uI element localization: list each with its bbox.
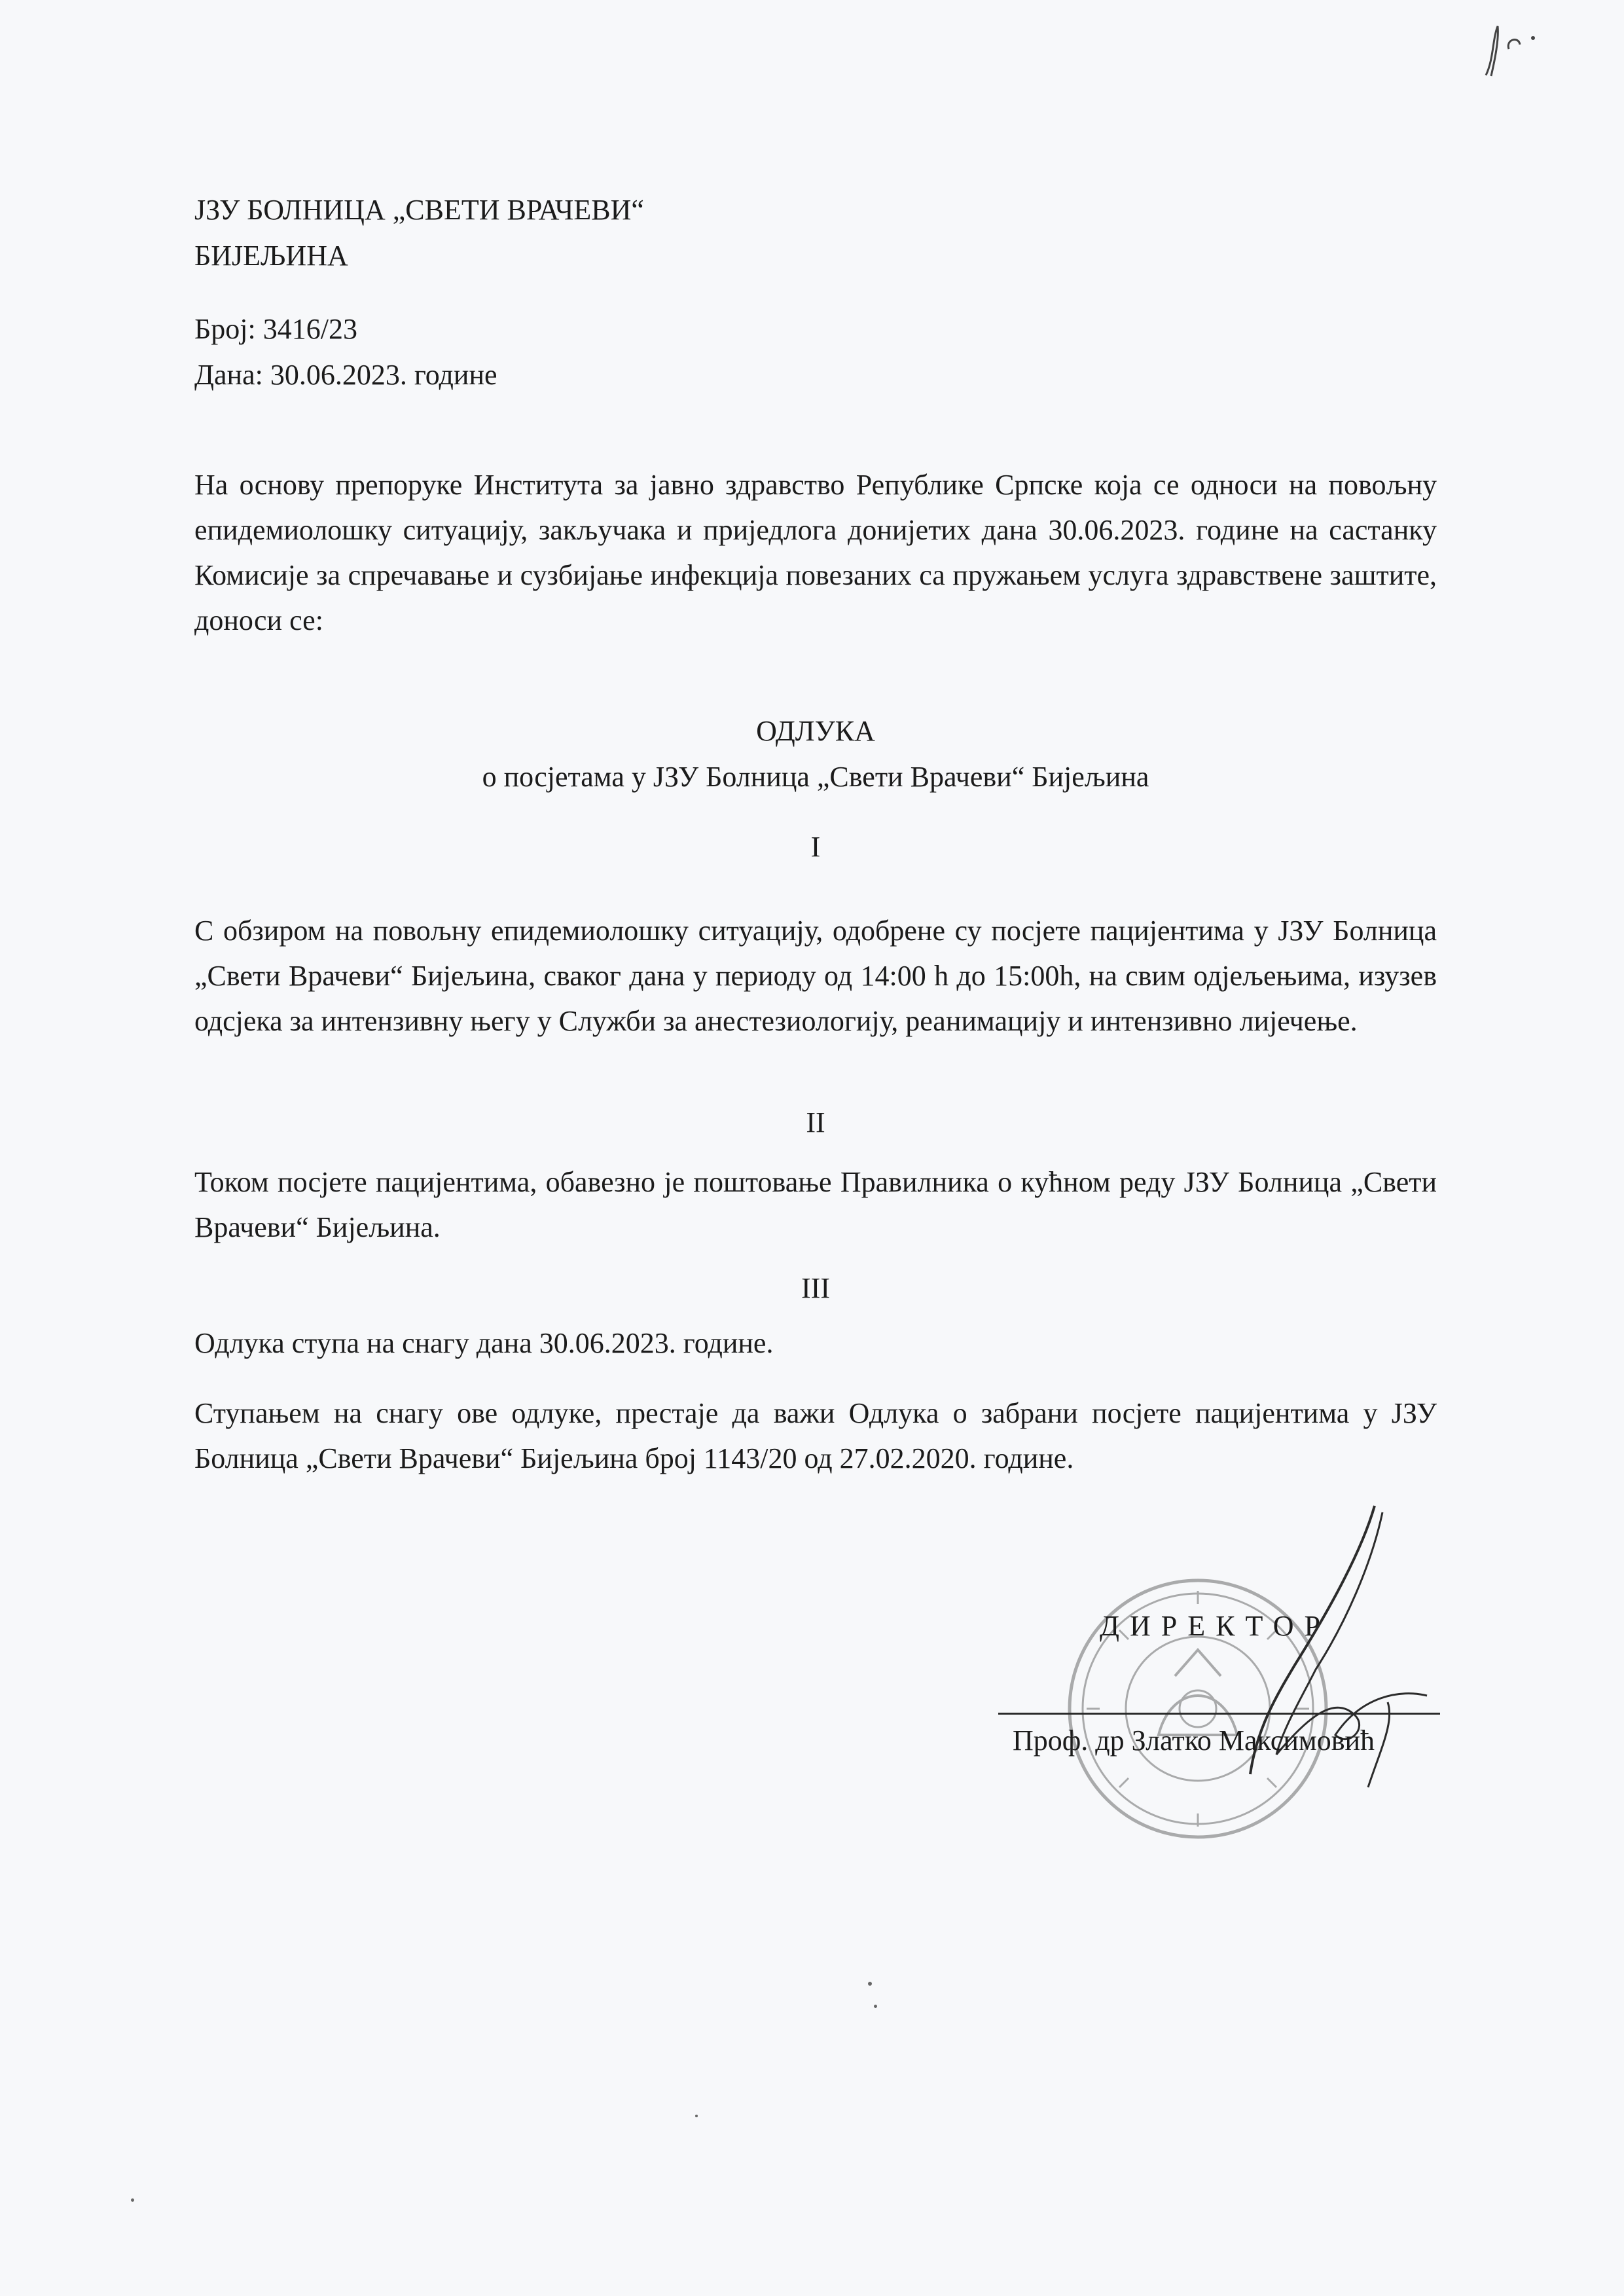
institution-name: ЈЗУ БОЛНИЦА „СВЕТИ ВРАЧЕВИ“ [194, 194, 644, 226]
scan-speck [131, 2198, 134, 2202]
institution-city: БИЈЕЉИНА [194, 240, 348, 272]
scan-speck [868, 1982, 872, 1986]
section-3-paragraph-2: Ступањем на снагу ове одлуке, престаје да важи Одлука о забрани посјете пацијентима у ЈЗУ Болница „Свети Врачеви“ Бијељина број 1143/20 од 27.02.2020. године. [194, 1397, 1437, 1474]
director-title: ДИРЕКТОР [1100, 1610, 1331, 1642]
letterhead [194, 187, 1437, 279]
section-3-paragraph-1: Одлука ступа на снагу дана 30.06.2023. године. [194, 1327, 774, 1359]
document-meta [194, 306, 1437, 398]
section-1-paragraph: С обзиром на повољну епидемиолошку ситуацију, одобрене су посјете пацијентима у ЈЗУ Болница „Свети Врачеви“ Бијељина, сваког дана у периоду од 14:00 h до 15:00h, на свим одјељењима, изузев одсјека за интензивну његу у Служби за анестезиологију, реанимацију и интензивно лијечење. [194, 915, 1437, 1037]
decision-title-main: ОДЛУКА [756, 715, 875, 747]
section-label-2: II [806, 1106, 825, 1139]
decision-title [194, 708, 1437, 800]
section-2-paragraph: Током посјете пацијентима, обавезно је поштовање Правилника о кућном реду ЈЗУ Болница „Свети Врачеви“ Бијељина. [194, 1166, 1437, 1243]
director-name: Проф. др Златко Максимовић [1013, 1724, 1375, 1757]
document-number: Број: 3416/23 [194, 313, 357, 345]
handwritten-mark-icon [1479, 13, 1558, 85]
section-label-3: III [801, 1272, 830, 1304]
document-date: Дана: 30.06.2023. године [194, 359, 497, 391]
scan-speck [874, 2005, 877, 2008]
decision-subtitle: о посјетама у ЈЗУ Болница „Свети Врачеви“ Бијељина [482, 761, 1149, 793]
signature-line [998, 1713, 1440, 1715]
scan-speck [695, 2115, 698, 2117]
section-label-1: I [810, 831, 821, 863]
intro-paragraph: На основу препоруке Института за јавно здравство Републике Српске која се односи на повољну епидемиолошку ситуацију, закључака и приједлога донијетих дана 30.06.2023. године на састанку Комисије за спречавање и сузбијање инфекција повезаних са пружањем услуга здравствене заштите, доноси се: [194, 469, 1437, 636]
